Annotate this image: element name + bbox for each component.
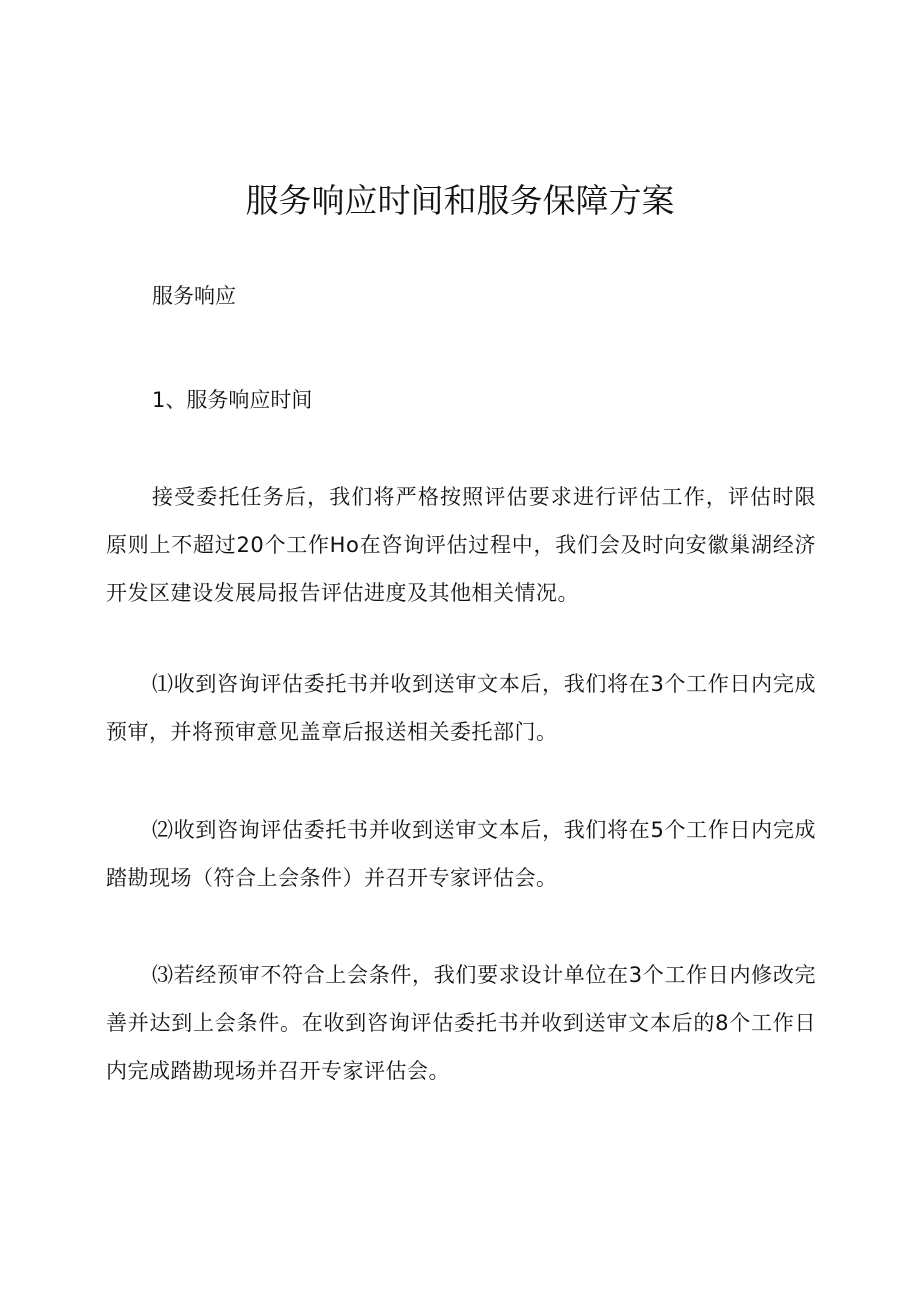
document-title: 服务响应时间和服务保障方案 — [245, 181, 675, 220]
paragraph-item-1: ⑴收到咨询评估委托书并收到送审文本后，我们将在3个工作日内完成预审，并将预审意见盖章后报送相关委托部门。 — [106, 672, 816, 744]
subsection-heading: 1、服务响应时间 — [152, 388, 313, 412]
paragraph-intro: 接受委托任务后，我们将严格按照评估要求进行评估工作，评估时限原则上不超过20个工作Ho在咨询评估过程中，我们会及时向安徽巢湖经济开发区建设发展局报告评估进度及其他相关情况。 — [106, 485, 816, 605]
paragraph-item-2: ⑵收到咨询评估委托书并收到送审文本后，我们将在5个工作日内完成踏勘现场（符合上会条件）并召开专家评估会。 — [106, 818, 816, 890]
paragraph-item-3: ⑶若经预审不符合上会条件，我们要求设计单位在3个工作日内修改完善并达到上会条件。在收到咨询评估委托书并收到送审文本后的8个工作日内完成踏勘现场并召开专家评估会。 — [106, 963, 816, 1083]
section-heading: 服务响应 — [152, 284, 236, 308]
